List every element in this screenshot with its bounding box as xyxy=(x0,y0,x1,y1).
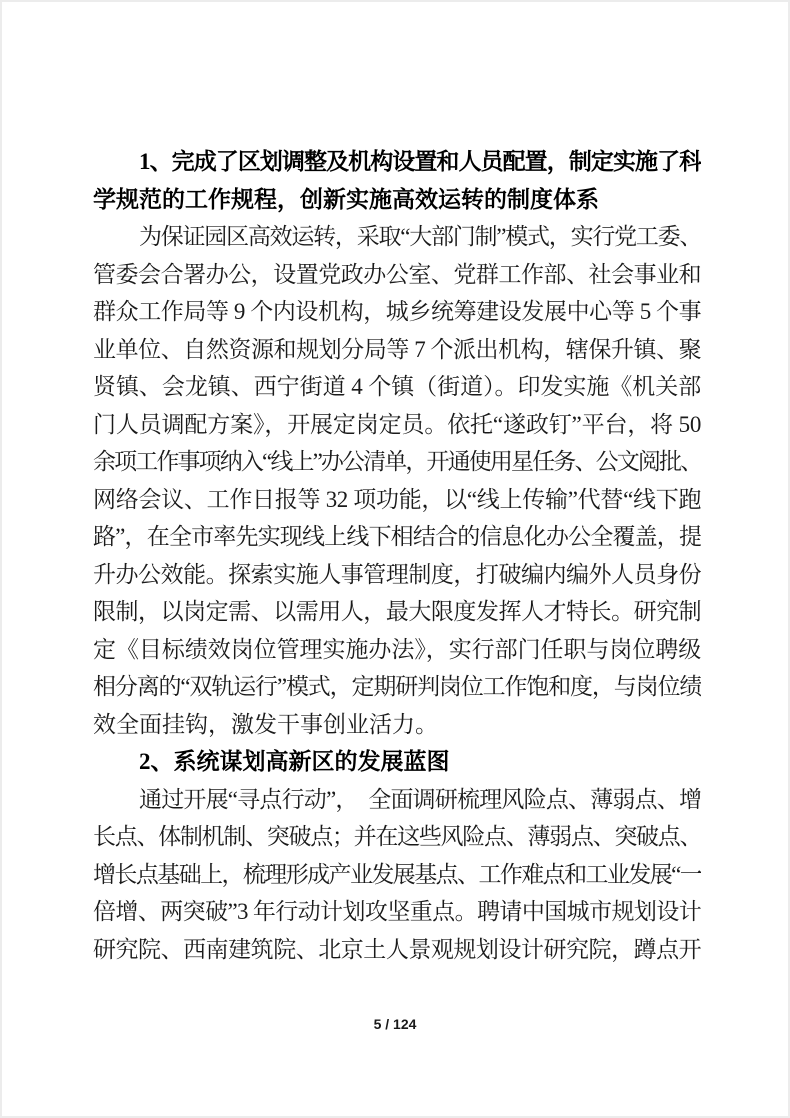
section-1-paragraph-line: 群众工作局等 9 个内设机构，城乡统筹建设发展中心等 5 个事 xyxy=(93,299,701,324)
section-1-paragraph-line: 余项工作事项纳入“线上”办公清单，开通使用星任务、公文阅批、 xyxy=(93,449,701,474)
section-1-paragraph-line: 升办公效能。探索实施人事管理制度，打破编内编外人员身份 xyxy=(93,561,701,587)
section-1-paragraph-line: 业单位、自然资源和规划分局等 7 个派出机构，辖保升镇、聚 xyxy=(93,336,701,362)
section-2-paragraph-line: 倍增、两突破”3 年行动计划攻坚重点。聘请中国城市规划设计 xyxy=(93,899,701,924)
section-1-paragraph-line: 门人员调配方案》，开展定岗定员。依托“遂政钉”平台，将 50 xyxy=(93,411,701,437)
section-1-paragraph-line: 网络会议、工作日报等 32 项功能，以“线上传输”代替“线下跑 xyxy=(93,486,701,512)
section-1-paragraph-line: 相分离的“双轨运行”模式，定期研判岗位工作饱和度，与岗位绩 xyxy=(93,674,701,699)
page-footer xyxy=(2,1016,788,1032)
section-2-heading-line: 2、系统谋划高新区的发展蓝图 xyxy=(139,749,450,774)
section-1-paragraph-line: 贤镇、会龙镇、西宁街道 4 个镇（街道）。印发实施《机关部 xyxy=(93,374,701,399)
page-number: 5 / 124 xyxy=(373,1016,417,1032)
section-1-paragraph-line: 为保证园区高效运转，采取“大部门制”模式，实行党工委、 xyxy=(139,224,701,249)
section-2-paragraph-line: 通过开展“寻点行动”， 全面调研梳理风险点、薄弱点、增 xyxy=(139,786,701,812)
section-1-paragraph-line: 限制，以岗定需、以需用人，最大限度发挥人才特长。研究制 xyxy=(93,599,701,624)
section-2-paragraph-line: 增长点基础上，梳理形成产业发展基点、工作难点和工业发展“一 xyxy=(93,861,701,887)
section-1-paragraph-line: 管委会合署办公，设置党政办公室、党群工作部、社会事业和 xyxy=(93,261,701,287)
document-content xyxy=(93,143,701,968)
section-1-heading-line: 学规范的工作规程，创新实施高效运转的制度体系 xyxy=(93,186,599,212)
section-1-paragraph-line: 路”，在全市率先实现线上线下相结合的信息化办公全覆盖，提 xyxy=(93,524,701,549)
section-1-heading-line: 1、完成了区划调整及机构设置和人员配置，制定实施了科 xyxy=(139,149,701,174)
section-1-paragraph-line: 定《目标绩效岗位管理实施办法》，实行部门任职与岗位聘级 xyxy=(93,636,701,662)
section-2-paragraph-line: 研究院、西南建筑院、北京土人景观规划设计研究院，蹲点开 xyxy=(93,936,701,962)
section-1-paragraph-line: 效全面挂钩，激发干事创业活力。 xyxy=(93,711,438,737)
section-2-paragraph-line: 长点、体制机制、突破点；并在这些风险点、薄弱点、突破点、 xyxy=(93,824,701,849)
